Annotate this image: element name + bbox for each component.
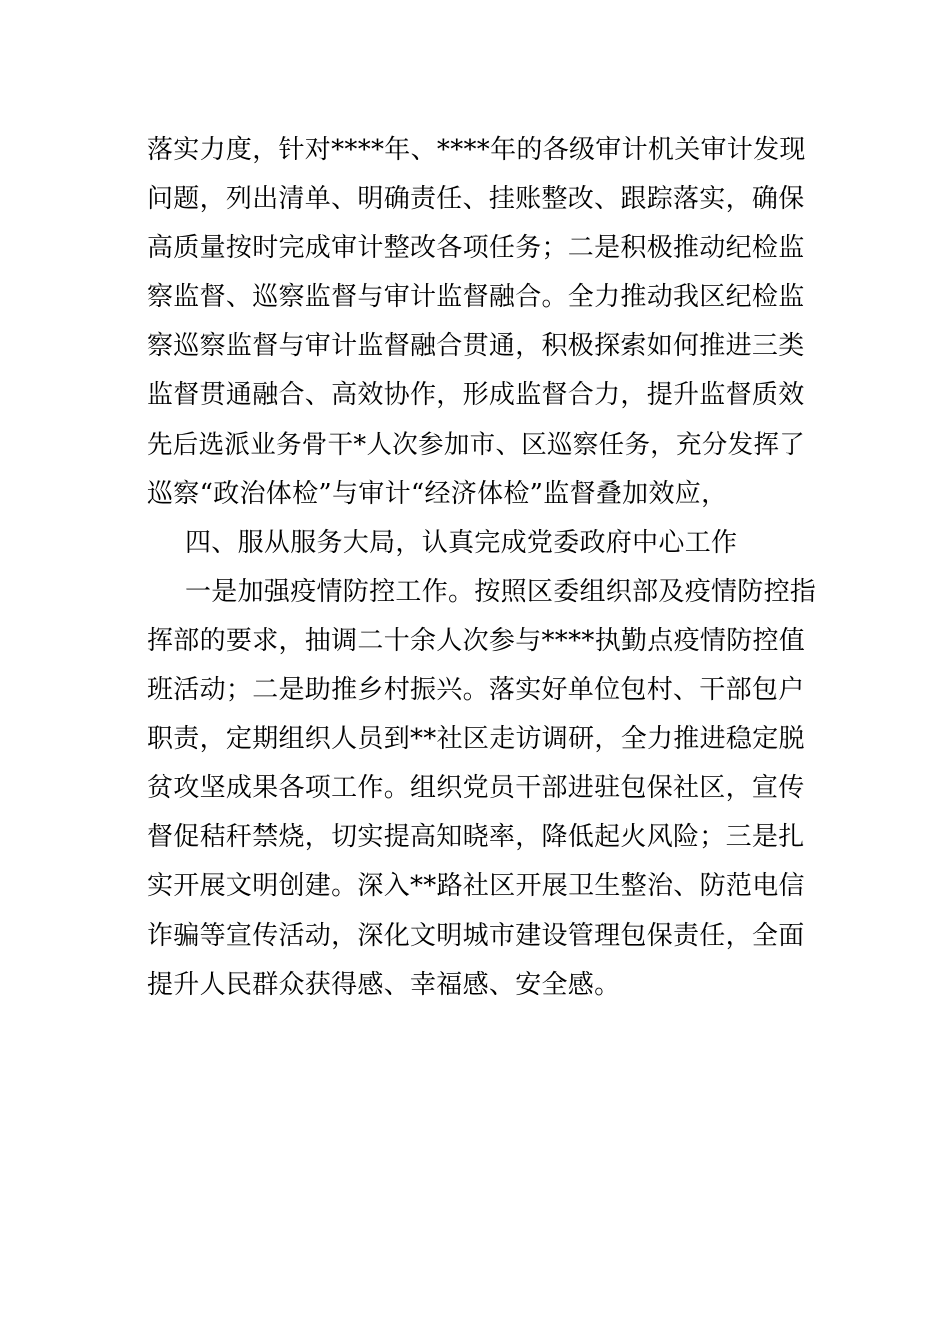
- text-line-10: 一是加强疫情防控工作。按照区委组织部及疫情防控指: [185, 576, 817, 607]
- text-line-4: 察监督、巡察监督与审计监督融合。全力推动我区纪检监: [147, 282, 805, 313]
- text-line-13: 职责，定期组织人员到**社区走访调研，全力推进稳定脱: [147, 724, 805, 755]
- text-line-8: 巡察“政治体检”与审计“经济体检”监督叠加效应，: [147, 478, 728, 509]
- text-line-1: 落实力度，针对****年、****年的各级审计机关审计发现: [147, 135, 806, 165]
- document-body: [147, 126, 817, 1010]
- text-line-17: 诈骗等宣传活动，深化文明城市建设管理包保责任，全面: [147, 920, 805, 951]
- section-heading: 四、服从服务大局，认真完成党委政府中心工作: [185, 527, 738, 558]
- text-line-2: 问题，列出清单、明确责任、挂账整改、跟踪落实，确保: [147, 184, 805, 215]
- text-line-12: 班活动；二是助推乡村振兴。落实好单位包村、干部包户: [147, 675, 805, 706]
- text-line-16: 实开展文明创建。深入**路社区开展卫生整治、防范电信: [147, 871, 805, 902]
- text-line-3: 高质量按时完成审计整改各项任务；二是积极推动纪检监: [147, 233, 805, 264]
- text-line-7: 先后选派业务骨干*人次参加市、区巡察任务，充分发挥了: [147, 429, 806, 460]
- text-line-15: 督促秸秆禁烧，切实提高知晓率，降低起火风险；三是扎: [147, 822, 805, 853]
- text-line-6: 监督贯通融合、高效协作，形成监督合力，提升监督质效: [147, 380, 805, 411]
- text-line-18: 提升人民群众获得感、幸福感、安全感。: [147, 969, 621, 1000]
- text-line-5: 察巡察监督与审计监督融合贯通，积极探索如何推进三类: [147, 331, 805, 362]
- text-line-14: 贫攻坚成果各项工作。组织党员干部进驻包保社区，宣传: [147, 773, 805, 804]
- text-line-11: 挥部的要求，抽调二十余人次参与****执勤点疫情防控值: [147, 625, 806, 656]
